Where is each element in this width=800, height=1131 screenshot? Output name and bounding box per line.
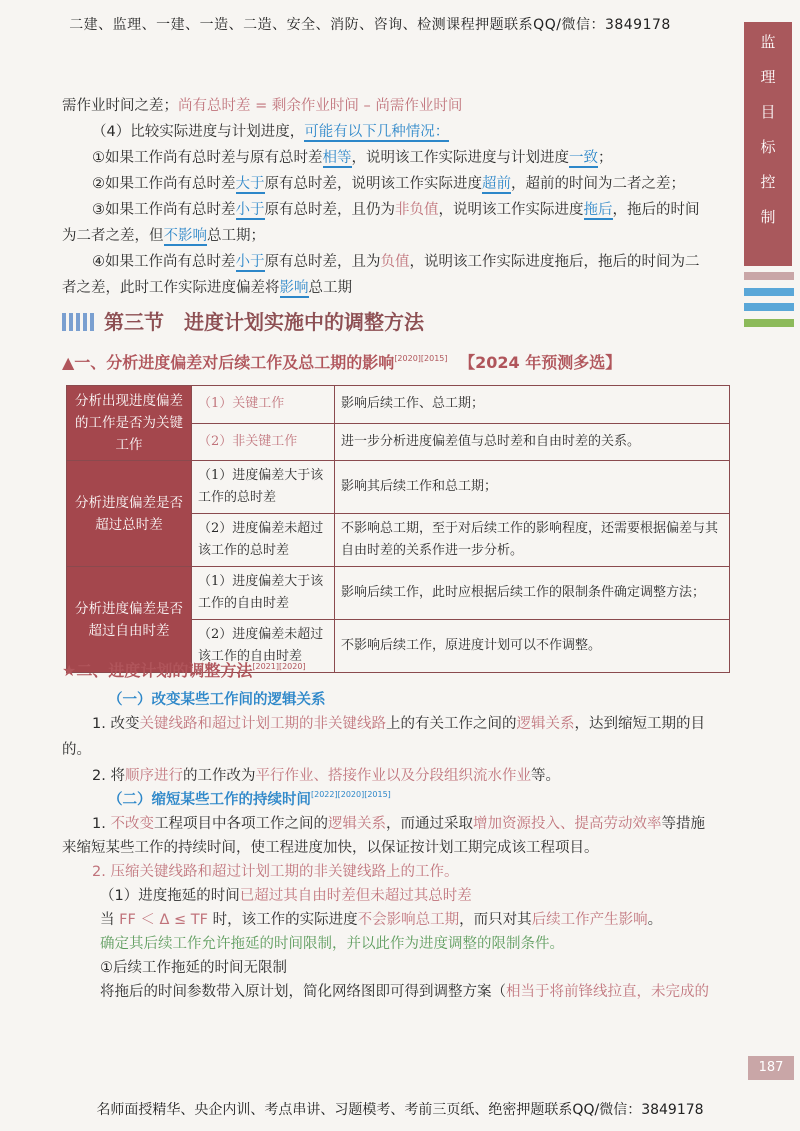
text-line: ④如果工作尚有总时差小于原有总时差，且为负值，说明该工作实际进度拖后，拖后的时间为二 [92,254,700,270]
text-line: 确定其后续工作允许拖延的时间限制，并以此作为进度调整的限制条件。 [100,936,564,952]
text-line: ①如果工作尚有总时差与原有总时差相等，说明该工作实际进度与计划进度一致； [92,150,613,166]
side-char: 制 [760,208,776,226]
side-stripe [744,319,794,327]
text-line: 2. 压缩关键线路和超过计划工期的非关键线路上的工作。 [92,864,459,880]
sub-heading: （二）缩短某些工作的持续时间[2022][2020][2015] [108,790,391,808]
table-condition: （1）进度偏差大于该工作的总时差 [192,461,335,514]
table-condition: （2）进度偏差未超过该工作的自由时差 [192,620,335,673]
text-line: 1. 改变关键线路和超过计划工期的非关键线路上的有关工作之间的逻辑关系，达到缩短工期的目 [92,716,705,732]
chapter-side-tab [744,22,792,266]
table-category: 分析出现进度偏差的工作是否为关键工作 [67,386,192,461]
table-row [67,567,730,620]
side-char: 标 [760,138,776,156]
text-line: ②如果工作尚有总时差大于原有总时差，说明该工作实际进度超前，超前的时间为二者之差； [92,176,685,192]
text-line: ③如果工作尚有总时差小于原有总时差，且仍为非负值，说明该工作实际进度拖后，拖后的时间 [92,202,700,218]
table-result: 不影响总工期，至于对后续工作的影响程度，还需要根据偏差与其自由时差的关系作进一步分析。 [335,514,730,567]
table-result: 影响后续工作，此时应根据后续工作的限制条件确定调整方法； [335,567,730,620]
table-row [67,386,730,424]
table-row [67,461,730,514]
footer-banner: 名师面授精华、央企内训、考点串讲、习题模考、考前三页纸、绝密押题联系QQ/微信：3849178 [96,1102,704,1118]
text-line: （1）进度拖延的时间已超过其自由时差但未超过其总时差 [100,888,472,904]
text-line: 当 FF ＜ Δ ≤ TF 时，该工作的实际进度不会影响总工期，而只对其后续工作产生影响。 [100,912,663,928]
side-stripe [744,272,794,280]
text-line: 为二者之差，但不影响总工期； [62,228,265,244]
part-heading: ★二、进度计划的调整方法[2021][2020] [62,661,306,680]
table-condition: （1）进度偏差大于该工作的自由时差 [192,567,335,620]
table-condition: （2）进度偏差未超过该工作的总时差 [192,514,335,567]
side-stripe [744,303,794,311]
header-banner: 二建、监理、一建、一造、二造、安全、消防、咨询、检测课程押题联系QQ/微信：3849178 [69,17,671,33]
table-result: 不影响后续工作，原进度计划可以不作调整。 [335,620,730,673]
table-result: 影响其后续工作和总工期； [335,461,730,514]
text-line: 者之差，此时工作实际进度偏差将影响总工期 [62,280,352,296]
text-line: 2. 将顺序进行的工作改为平行作业、搭接作业以及分段组织流水作业等。 [92,768,560,784]
table-condition: （2）非关键工作 [192,423,335,461]
side-stripe [744,288,794,296]
side-char: 监 [760,33,776,51]
text-line: 来缩短某些工作的持续时间，使工程进度加快，以保证按计划工期完成该工程项目。 [62,840,599,856]
part-heading: ▲一、分析进度偏差对后续工作及总工期的影响[2020][2015] 【2024 年预测多选】 [62,353,622,372]
text-line: 1. 不改变工程项目中各项工作之间的逻辑关系，而通过采取增加资源投入、提高劳动效率等措施 [92,816,705,832]
table-category: 分析进度偏差是否超过总时差 [67,461,192,567]
table-result: 进一步分析进度偏差值与总时差和自由时差的关系。 [335,423,730,461]
deviation-analysis-table [66,385,730,673]
text-line: 的。 [62,742,91,758]
text-line: （4）比较实际进度与计划进度，可能有以下几种情况： [92,124,450,140]
side-char: 理 [760,68,776,86]
table-category: 分析进度偏差是否超过自由时差 [67,567,192,673]
side-char: 目 [760,103,776,121]
sub-heading: （一）改变某些工作间的逻辑关系 [108,692,326,708]
table-result: 影响后续工作、总工期； [335,386,730,424]
text-line: 将拖后的时间参数带入原计划，简化网络图即可得到调整方案（相当于将前锋线拉直，未完成的 [100,984,709,1000]
text-line: 需作业时间之差；尚有总时差 = 剩余作业时间 – 尚需作业时间 [62,98,463,114]
table-condition: （1）关键工作 [192,386,335,424]
section-bars-icon [62,313,94,331]
page-number: 187 [748,1056,794,1080]
side-char: 控 [760,173,776,191]
text-line: ①后续工作拖延的时间无限制 [100,960,287,976]
section-heading: 第三节 进度计划实施中的调整方法 [62,306,424,335]
